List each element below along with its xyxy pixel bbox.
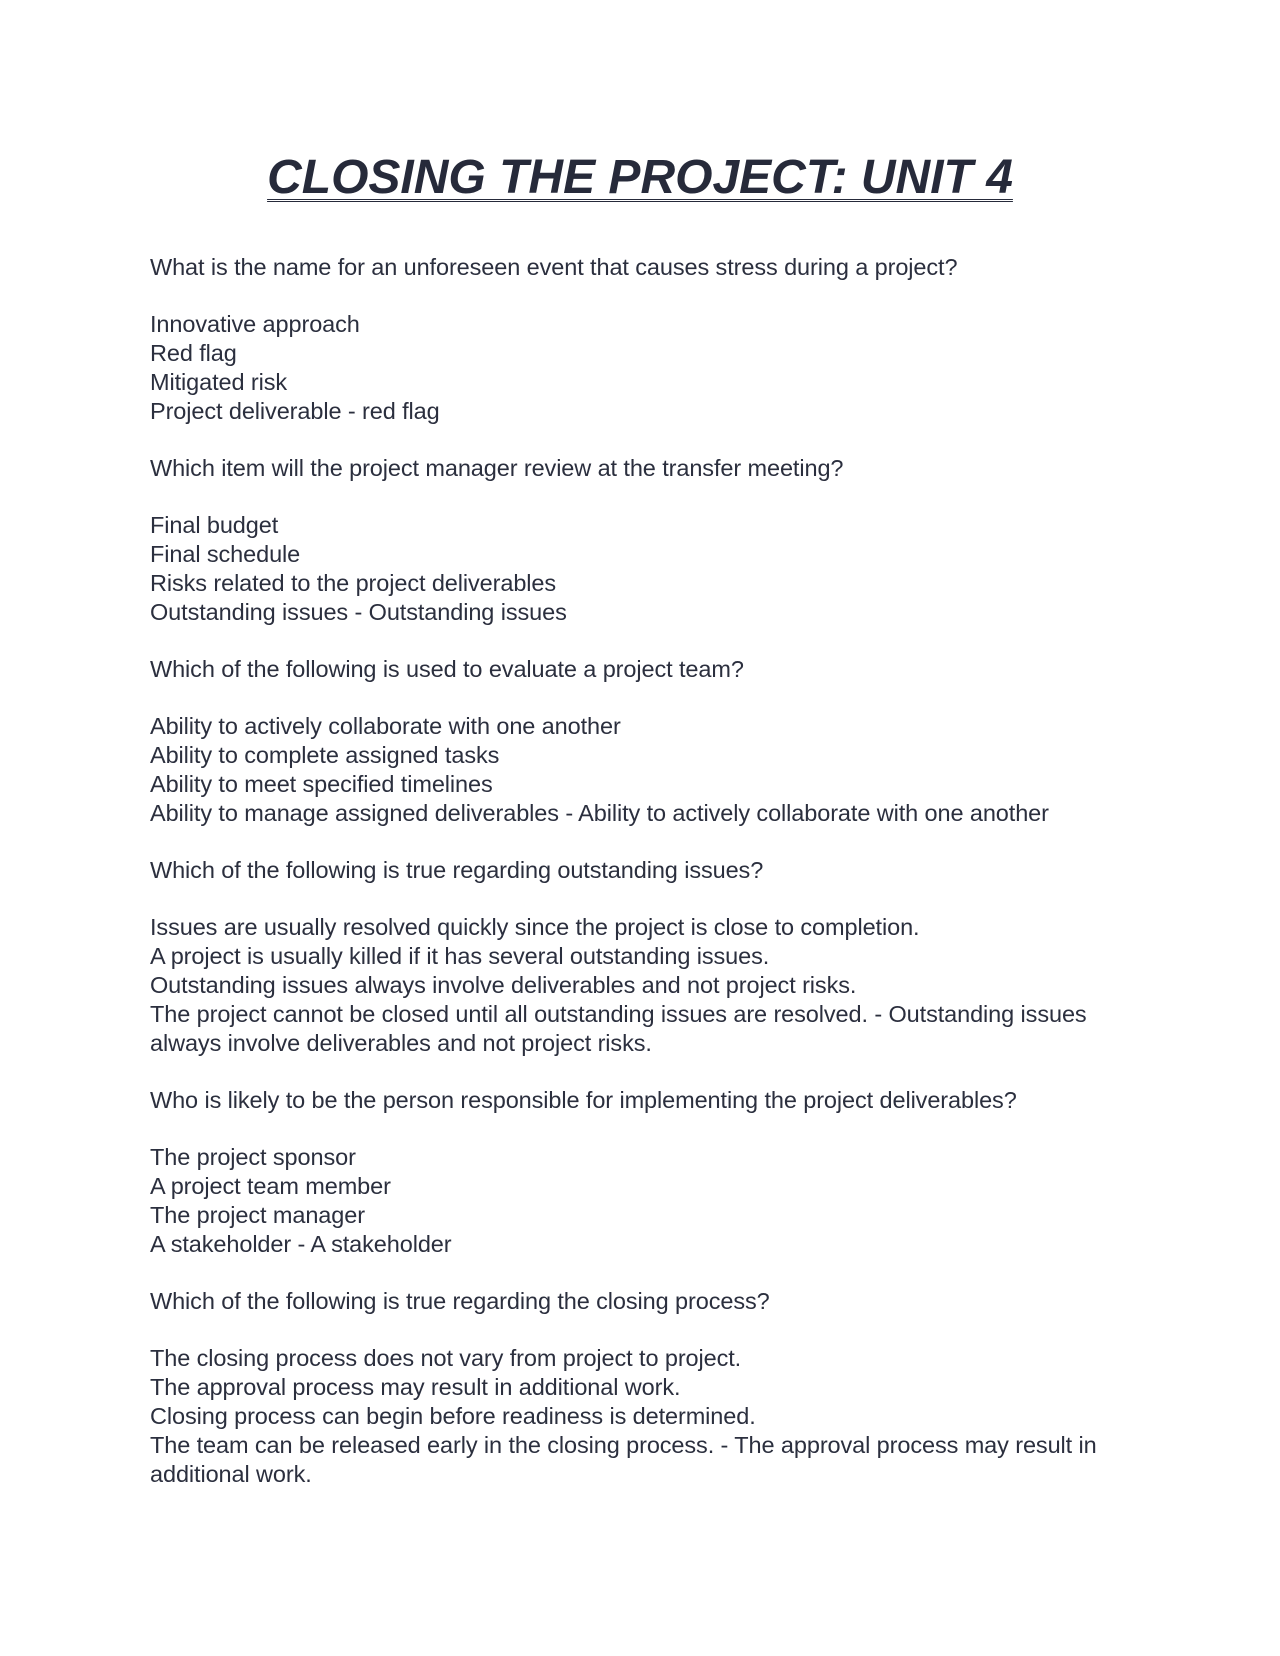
option-with-answer: Ability to manage assigned deliverables - Ability to actively collaborate with one another: [150, 800, 1049, 826]
option: A project team member: [150, 1173, 391, 1199]
option: Ability to meet specified timelines: [150, 771, 493, 797]
question-3: [150, 655, 1150, 684]
question-1: [150, 253, 1150, 282]
question-5-options: [150, 1143, 1150, 1259]
question-text: Which of the following is used to evaluate a project team?: [150, 656, 744, 682]
question-2: [150, 454, 1150, 483]
question-text: Who is likely to be the person responsible for implementing the project deliverables?: [150, 1087, 1017, 1113]
option: Issues are usually resolved quickly since the project is close to completion.: [150, 914, 920, 940]
option: The project sponsor: [150, 1144, 356, 1170]
question-3-options: [150, 712, 1150, 828]
option-with-answer: Outstanding issues - Outstanding issues: [150, 599, 567, 625]
question-6-options: [150, 1344, 1150, 1489]
question-text: What is the name for an unforeseen event that causes stress during a project?: [150, 254, 958, 280]
option: The project manager: [150, 1202, 365, 1228]
option: Outstanding issues always involve deliverables and not project risks.: [150, 972, 857, 998]
question-text: Which of the following is true regarding outstanding issues?: [150, 857, 764, 883]
option: Final schedule: [150, 541, 301, 567]
option: Ability to actively collaborate with one another: [150, 713, 621, 739]
option: Final budget: [150, 512, 279, 538]
question-5: [150, 1086, 1150, 1115]
option: Ability to complete assigned tasks: [150, 742, 500, 768]
option: Innovative approach: [150, 311, 360, 337]
option-with-answer: A stakeholder - A stakeholder: [150, 1231, 452, 1257]
question-1-options: [150, 310, 1150, 426]
option: A project is usually killed if it has several outstanding issues.: [150, 943, 770, 969]
option: The approval process may result in additional work.: [150, 1374, 681, 1400]
option-with-answer: Project deliverable - red flag: [150, 398, 440, 424]
option: The closing process does not vary from project to project.: [150, 1345, 742, 1371]
option: Closing process can begin before readiness is determined.: [150, 1403, 756, 1429]
option: Mitigated risk: [150, 369, 288, 395]
option-with-answer: The team can be released early in the closing process. - The approval process may result in additional work.: [150, 1432, 1097, 1487]
option: Risks related to the project deliverables: [150, 570, 557, 596]
question-text: Which of the following is true regarding the closing process?: [150, 1288, 770, 1314]
question-4: [150, 856, 1150, 885]
question-6: [150, 1287, 1150, 1316]
question-text: Which item will the project manager review at the transfer meeting?: [150, 455, 844, 481]
option: Red flag: [150, 340, 237, 366]
question-list: [150, 253, 1150, 1517]
question-4-options: [150, 913, 1150, 1058]
option-with-answer: The project cannot be closed until all outstanding issues are resolved. - Outstanding issues always involve deliverables and not project risks.: [150, 1001, 1087, 1056]
page-title: CLOSING THE PROJECT: UNIT 4: [267, 151, 1013, 204]
question-2-options: [150, 511, 1150, 627]
